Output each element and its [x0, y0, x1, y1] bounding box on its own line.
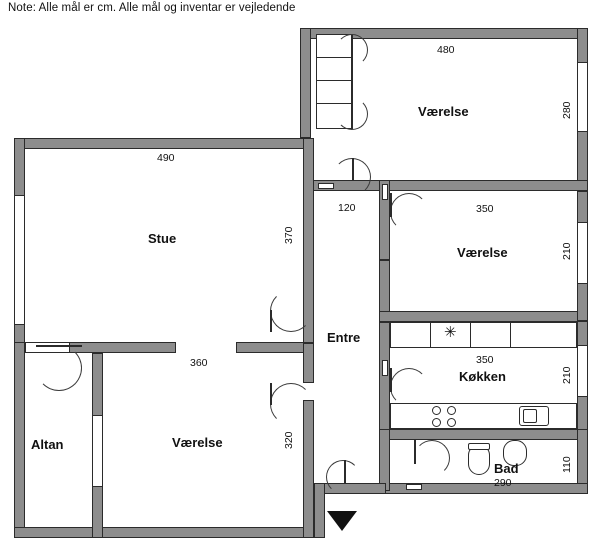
door-altan-arc	[36, 345, 82, 391]
toilet-tank	[468, 443, 490, 450]
door-stue-entre-leaf	[270, 310, 272, 332]
stove-burner-3	[432, 418, 441, 427]
dim-bad-bottom: 290	[494, 477, 512, 489]
stair-arc-top	[336, 34, 368, 66]
room-label-vaerelse-1: Værelse	[418, 104, 469, 119]
stove-burner-4	[447, 418, 456, 427]
dim-kokken-top: 350	[476, 354, 494, 366]
kitchen-fan-icon: ✳	[444, 324, 457, 341]
wall-vaerelse3-right	[303, 400, 314, 538]
dim-stue-top: 490	[157, 152, 175, 164]
wall-kokken-left	[379, 322, 390, 440]
door-entry-arc	[326, 460, 360, 494]
room-label-stue: Stue	[148, 231, 177, 246]
kitchen-sink-basin	[523, 409, 537, 423]
kitchen-counter-div-2	[470, 322, 471, 348]
window-vaerelse2-right	[577, 222, 588, 284]
door-vaerelse2-leaf	[390, 193, 392, 217]
door-gap-kokken	[382, 360, 388, 376]
window-vaerelse3-left	[92, 415, 103, 487]
dim-vaerelse2-top: 350	[476, 203, 494, 215]
room-label-vaerelse-3: Værelse	[172, 435, 223, 450]
door-kokken-leaf	[390, 368, 392, 392]
wall-stue-top	[14, 138, 314, 149]
kitchen-counter-div-1	[430, 322, 431, 348]
wall-bad-left	[379, 429, 390, 491]
wall-bad-right	[577, 429, 588, 489]
kitchen-counter-upper	[390, 322, 577, 348]
door-bad-arc	[414, 440, 450, 476]
wall-vaerelse2-bottom	[379, 311, 588, 322]
note-text: Note: Alle mål er cm. Alle mål og inventar er vejledende	[8, 2, 296, 14]
door-entre-vaerelse3-leaf	[270, 383, 272, 405]
dim-kokken-right: 210	[561, 366, 573, 384]
room-label-altan: Altan	[31, 437, 64, 452]
wall-entre-right-lower	[303, 343, 314, 383]
dim-stue-right: 370	[283, 226, 295, 244]
dim-vaerelse1-top: 480	[437, 44, 455, 56]
wall-lower-bottom	[14, 527, 324, 538]
door-kokken-arc	[390, 368, 428, 406]
stove-burner-2	[447, 406, 456, 415]
stove-burner-1	[432, 406, 441, 415]
door-bad-leaf	[414, 440, 416, 464]
door-vaerelse2-arc	[390, 193, 428, 231]
entrance-arrow-icon	[327, 511, 357, 531]
room-label-bad: Bad	[494, 461, 519, 476]
door-entry-leaf	[344, 460, 346, 484]
window-kokken-right	[577, 345, 588, 397]
door-entre-vaerelse3-arc	[270, 383, 312, 425]
door-gap-vaerelse2	[382, 184, 388, 200]
wall-entry-left	[314, 483, 325, 538]
dim-vaerelse3-right: 320	[283, 431, 295, 449]
door-entre-upper-leaf	[352, 158, 354, 180]
door-gap-entre-top	[318, 183, 334, 189]
wall-left-upper-vert	[300, 28, 311, 138]
dim-bad-right: 110	[561, 456, 573, 473]
dim-entre-left: 120	[338, 202, 356, 214]
window-stue-left	[14, 195, 25, 325]
dim-vaerelse2-right: 210	[561, 242, 573, 260]
window-vaerelse1-right	[577, 62, 588, 132]
room-label-entre: Entre	[327, 330, 361, 345]
kitchen-counter-div-3	[510, 322, 511, 348]
dim-stue-bottom: 360	[190, 357, 208, 369]
room-label-vaerelse-2: Værelse	[457, 245, 508, 260]
room-label-kokken: Køkken	[459, 369, 506, 384]
stair-arc-bottom	[336, 98, 368, 130]
dim-vaerelse1-right: 280	[561, 101, 573, 119]
wall-kokken-bottom	[379, 429, 588, 440]
stair-step-2	[316, 80, 352, 81]
wall-altan-left	[14, 342, 25, 538]
door-gap-bad	[406, 484, 422, 490]
door-stue-entre-arc	[270, 290, 312, 332]
